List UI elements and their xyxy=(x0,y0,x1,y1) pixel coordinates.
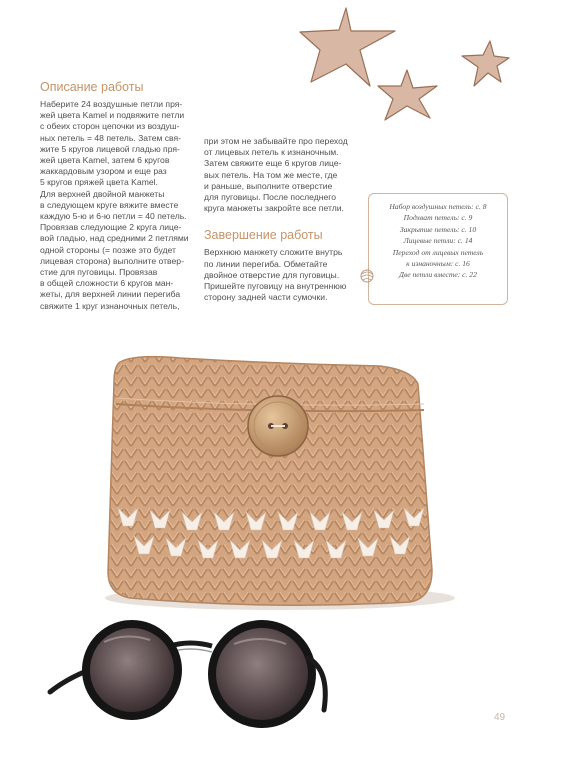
text-line: жеты, для верхней линии перегиба xyxy=(40,289,181,300)
text-line: с обеих сторон цепочки из воздуш- xyxy=(40,121,180,132)
text-line: Наберите 24 воздушные петли пря- xyxy=(40,99,183,109)
star-icon xyxy=(378,70,437,120)
section-title: Описание работы xyxy=(40,80,144,94)
text-line: жите 5 кругов лицевой гладью пря- xyxy=(40,143,180,154)
description-continued-text xyxy=(204,136,354,214)
page-number: 49 xyxy=(494,712,506,723)
text-line: и раньше, выполните отверстие xyxy=(204,180,333,191)
text-line: Верхнюю манжету сложите внутрь xyxy=(204,247,343,258)
text-line: Для верхней двойной манжеты xyxy=(40,188,165,199)
text-line: стие для пуговицы. Провязав xyxy=(40,267,158,278)
reference-item: к изнаночным: с. 16 xyxy=(406,259,470,269)
description-column xyxy=(40,80,202,312)
reference-item: Две петли вместе: с. 22 xyxy=(399,270,477,280)
reference-item: Переход от лицевых петель xyxy=(392,247,484,257)
text-line: вых петель. На том же месте, где xyxy=(204,169,338,180)
text-line: круга манжеты закройте все петли. xyxy=(204,203,344,214)
text-line: Затем свяжите еще 6 кругов лице- xyxy=(204,158,342,169)
text-line: двойное отверстие для пуговицы. xyxy=(204,269,340,280)
text-line: жей цвета Kamel и подвяжите петли xyxy=(40,110,185,121)
continuation-column xyxy=(204,136,354,303)
text-line: жей цвета Kamel, затем 6 кругов xyxy=(40,155,170,166)
reference-list xyxy=(375,201,501,281)
text-line: при этом не забывайте про переход xyxy=(204,136,348,146)
yarn-ball-icon xyxy=(359,268,375,284)
text-line: каждую 5-ю и 6-ю петли = 40 петель. xyxy=(40,211,187,222)
star-icon xyxy=(300,8,395,86)
text-line: ных петель = 48 петель. Затем свя- xyxy=(40,132,182,143)
section-title-finishing: Завершение работы xyxy=(204,228,323,243)
text-line: в общей сложности 6 кругов ман- xyxy=(40,278,174,289)
text-line: в следующем круге вяжите вместе xyxy=(40,199,179,210)
text-line: лицевая сторона) выполните отвер- xyxy=(40,255,184,266)
text-line: вой гладью, над средними 2 петлями xyxy=(40,233,189,244)
knitted-pouch xyxy=(108,357,432,606)
sunglasses xyxy=(50,624,325,724)
reference-item: Закрытие петель: с. 10 xyxy=(399,224,477,234)
text-line: от лицевых петель к изнаночным. xyxy=(204,147,339,158)
text-line: свяжите 1 круг изнаночных петель, xyxy=(40,300,180,311)
description-text xyxy=(40,99,202,312)
product-photo xyxy=(40,340,510,740)
reference-item: Лицевые петли: с. 14 xyxy=(403,236,473,246)
star-icon xyxy=(462,41,509,86)
text-line: одной стороны (= позже это будет xyxy=(40,244,176,255)
text-line: Провязав следующие 2 круга лице- xyxy=(40,222,182,233)
text-line: по линии перегиба. Обметайте xyxy=(204,258,328,269)
reference-item: Набор воздушных петель: с. 8 xyxy=(389,202,487,211)
text-line: Пришейте пуговицу на внутреннюю xyxy=(204,281,347,292)
wooden-button-icon xyxy=(248,396,308,456)
text-line: для пуговицы. После последнего xyxy=(204,192,337,203)
text-line: жаккардовым узором и еще раз xyxy=(40,166,167,177)
reference-item: Подхват петель: с. 9 xyxy=(403,213,473,223)
text-line: сторону задней части сумочки. xyxy=(204,292,328,303)
reference-card xyxy=(368,193,508,305)
finishing-text xyxy=(204,247,354,303)
text-line: 5 кругов пряжей цвета Kamel. xyxy=(40,177,158,188)
